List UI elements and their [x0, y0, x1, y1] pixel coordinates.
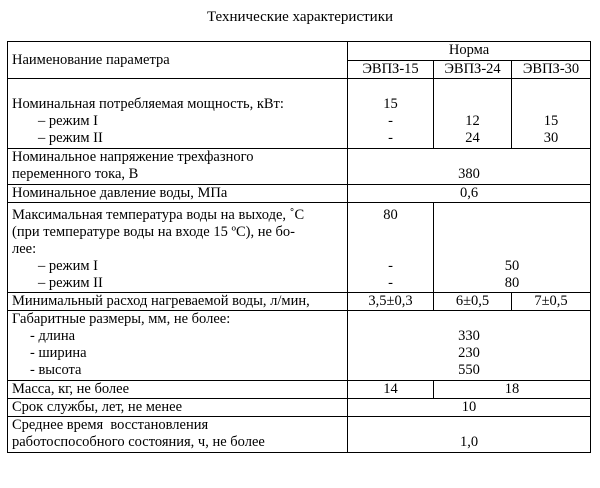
table-row-dims — [8, 311, 591, 381]
power-mode1: – режим I — [38, 113, 98, 129]
power-v15-m2: - — [388, 130, 393, 146]
life-label: Срок службы, лет, не менее — [8, 399, 348, 417]
dims-label: Габаритные размеры, мм, не более: — [12, 311, 231, 327]
dims-length: - длина — [30, 328, 76, 344]
table-row-pressure — [8, 185, 591, 203]
power-mode2: – режим II — [38, 130, 103, 146]
mass-v15: 14 — [348, 381, 434, 399]
header-norm: Норма — [348, 42, 591, 61]
maxtemp-v15-m2: - — [388, 275, 393, 291]
maxtemp-v15-m1: - — [388, 258, 393, 274]
voltage-label-2: переменного тока, В — [12, 166, 139, 182]
power-label: Номинальная потребляемая мощность, кВт: — [12, 96, 284, 112]
mttr-label-2: работоспособного состояния, ч, не более — [12, 434, 265, 450]
dims-v-length: 330 — [458, 328, 480, 344]
minflow-v30: 7±0,5 — [512, 293, 591, 311]
page-title: Технические характеристики — [206, 9, 394, 25]
power-v15-m1: - — [388, 113, 393, 129]
table-row-voltage — [8, 149, 591, 185]
header-model-15: ЭВПЗ-15 — [348, 61, 434, 79]
header-model-30: ЭВПЗ-30 — [512, 61, 591, 79]
header-model-24: ЭВПЗ-24 — [434, 61, 512, 79]
maxtemp-m1: 50 — [504, 258, 520, 274]
maxtemp-label-3: лее: — [12, 241, 37, 257]
table-row-life — [8, 399, 591, 417]
dims-width: - ширина — [30, 345, 87, 361]
dims-height: - высота — [30, 362, 82, 378]
power-v30-m1: 15 — [543, 113, 559, 129]
maxtemp-label-2: (при температуре воды на входе 15 ºС), не бо- — [12, 224, 295, 240]
table-row-maxtemp — [8, 203, 591, 293]
voltage-label-1: Номинальное напряжение трехфазного — [12, 149, 254, 165]
maxtemp-v15: 80 — [383, 207, 398, 223]
spec-table — [7, 41, 591, 453]
maxtemp-label-1: Максимальная температура воды на выходе, ˚С — [12, 207, 305, 223]
minflow-v15: 3,5±0,3 — [348, 293, 434, 311]
header-param: Наименование параметра — [8, 42, 348, 79]
dims-v-width: 230 — [458, 345, 480, 361]
header-row — [8, 42, 591, 61]
maxtemp-mode2: – режим II — [38, 275, 103, 291]
power-v24-m1: 12 — [465, 113, 480, 129]
table-row-mass — [8, 381, 591, 399]
mttr-value: 1,0 — [459, 434, 479, 450]
voltage-value: 380 — [458, 166, 480, 182]
maxtemp-m2: 80 — [504, 275, 520, 291]
life-value: 10 — [348, 399, 591, 417]
mttr-label-1: Среднее время восстановления — [12, 417, 209, 433]
minflow-label: Минимальный расход нагреваемой воды, л/мин, — [8, 293, 348, 311]
mass-v2430: 18 — [434, 381, 591, 399]
dims-v-height: 550 — [458, 362, 480, 378]
table-row-power — [8, 79, 591, 149]
table-row-minflow — [8, 293, 591, 311]
power-v24-m2: 24 — [465, 130, 480, 146]
minflow-v24: 6±0,5 — [434, 293, 512, 311]
pressure-value: 0,6 — [348, 185, 591, 203]
pressure-label: Номинальное давление воды, МПа — [8, 185, 348, 203]
table-row-mttr — [8, 417, 591, 453]
mass-label: Масса, кг, не более — [8, 381, 348, 399]
power-v30-m2: 30 — [543, 130, 559, 146]
power-v15: 15 — [383, 96, 398, 112]
maxtemp-mode1: – режим I — [38, 258, 98, 274]
